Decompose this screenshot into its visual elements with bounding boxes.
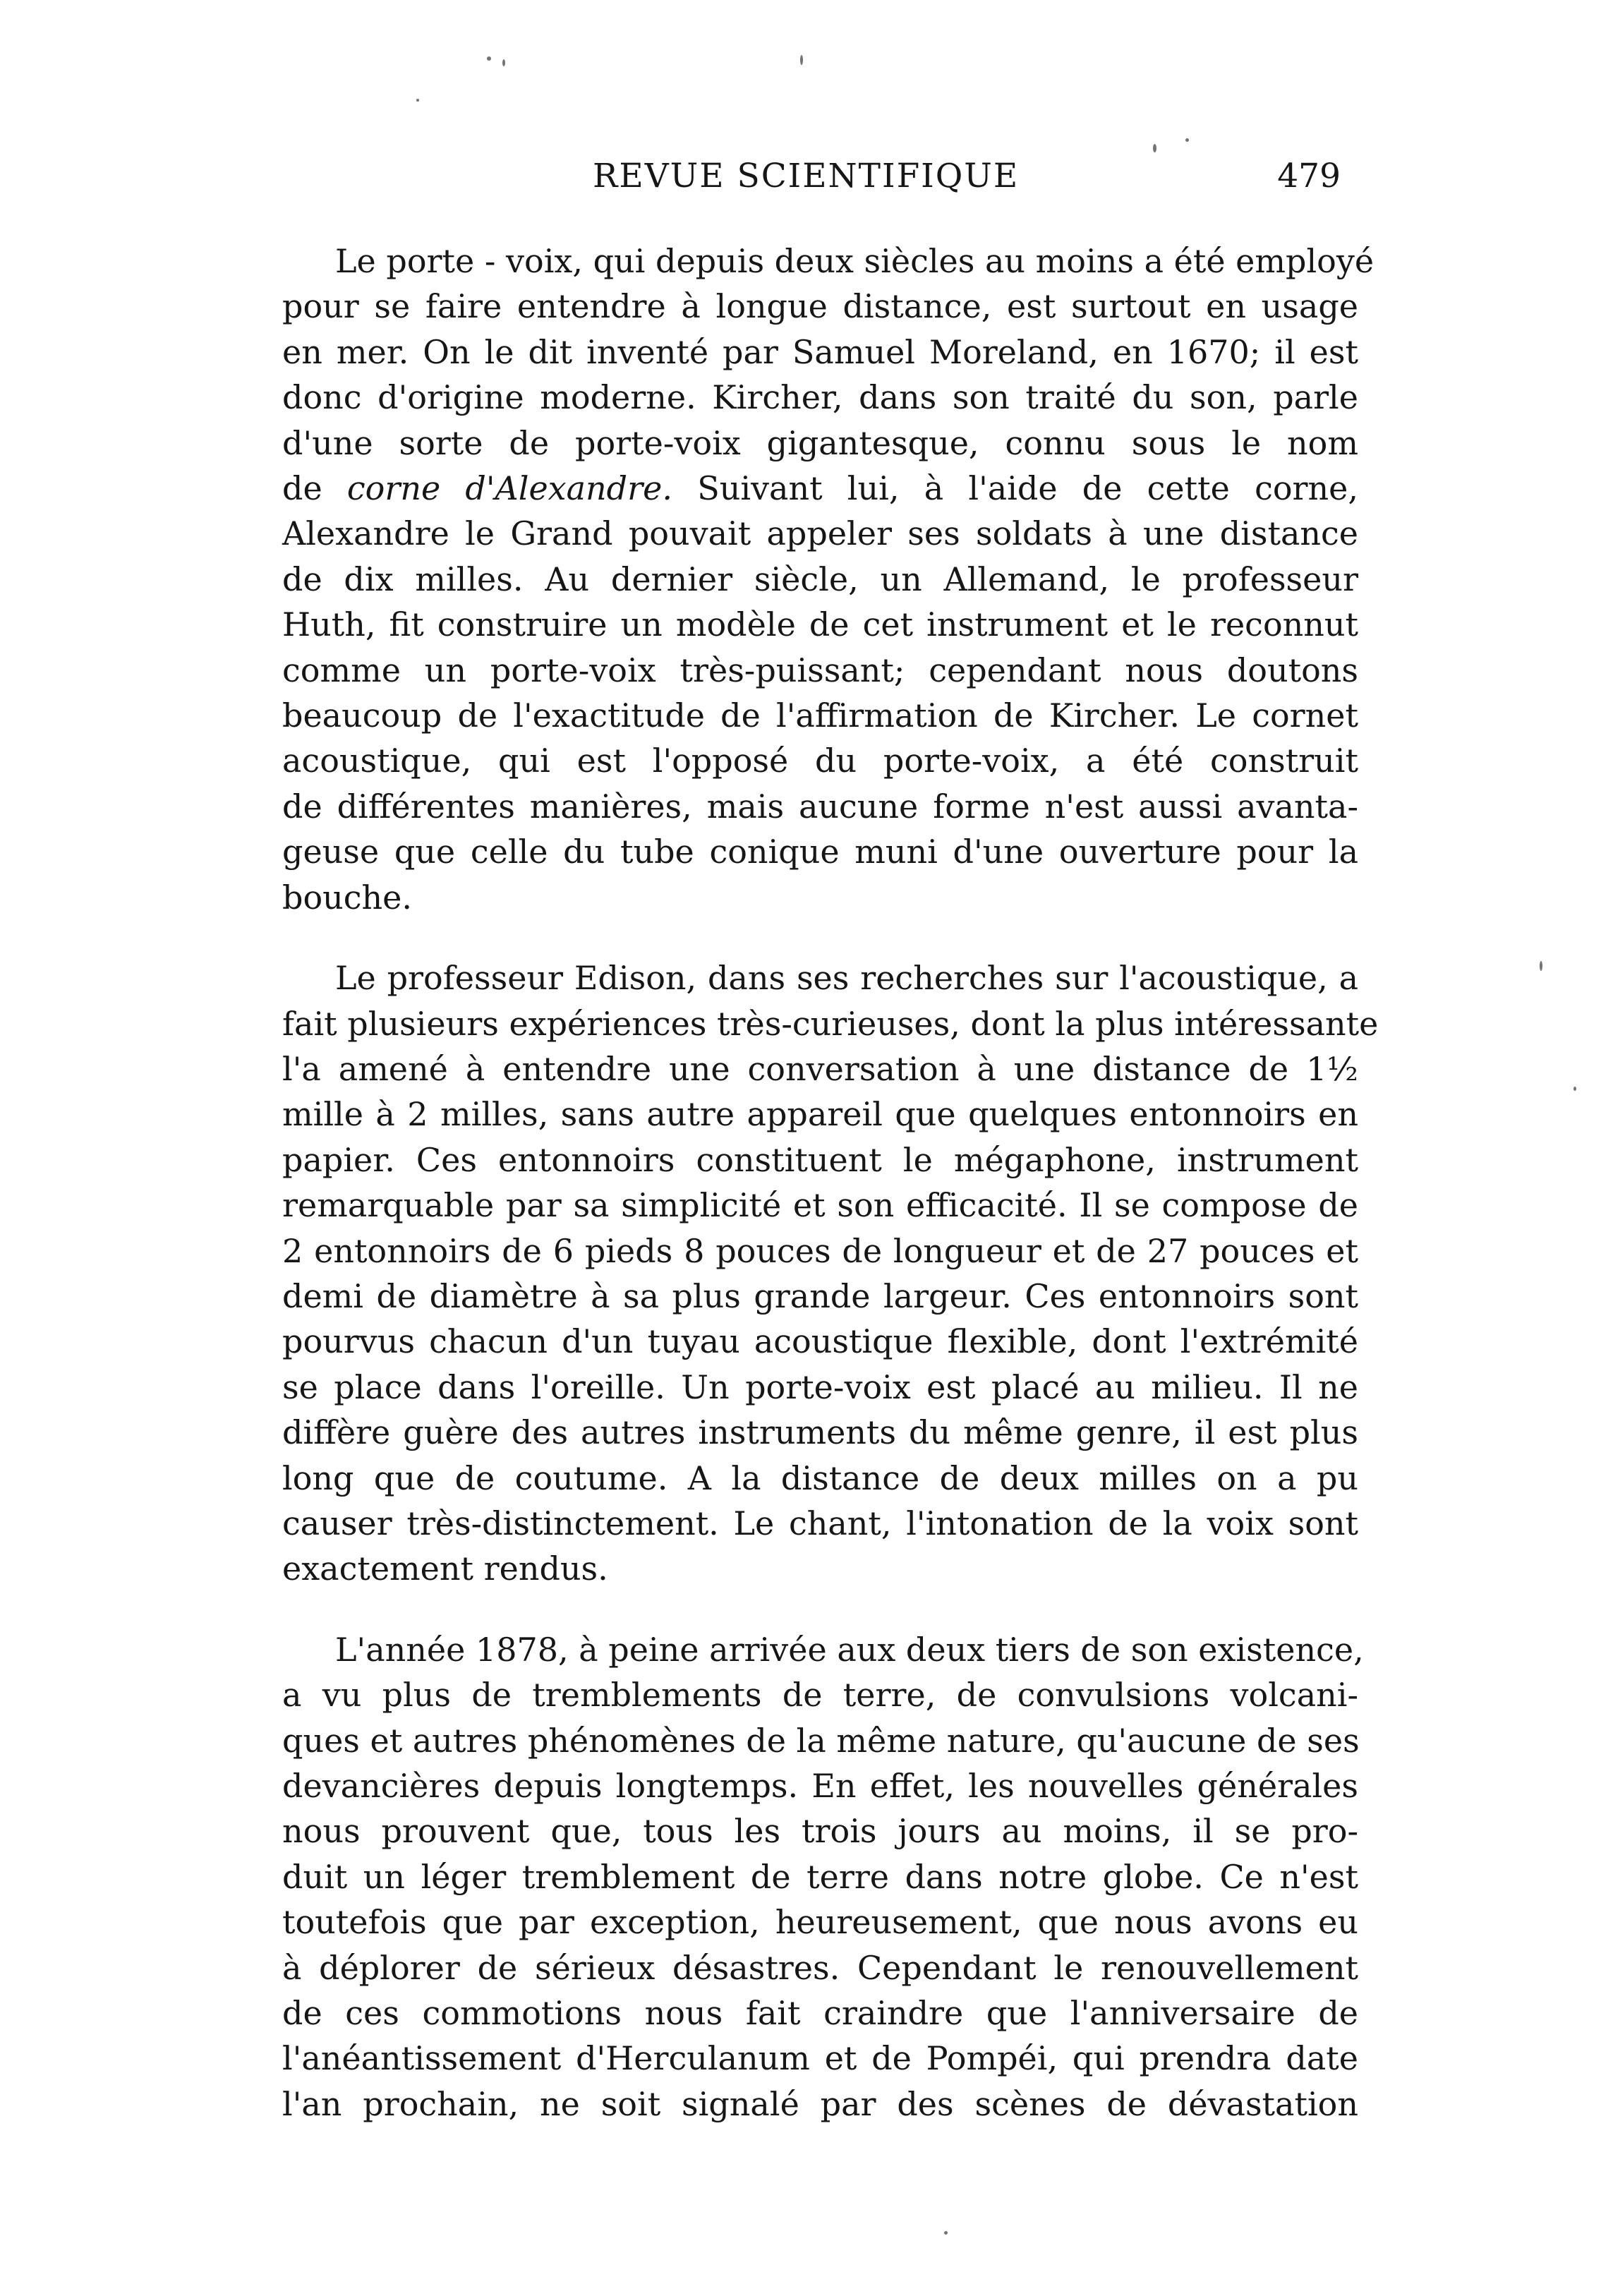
text-line: toutefois que par exception, heureusement, que nous avons eu (282, 1903, 1358, 1942)
text-line: bouche. (282, 878, 412, 917)
text-line: de dix milles. Au dernier siècle, un Allemand, le professeur (282, 560, 1358, 598)
scan-speck (800, 55, 803, 65)
text-line: exactement rendus. (282, 1549, 608, 1588)
paragraph-porte-voix (282, 238, 1375, 920)
text-line: se place dans l'oreille. Un porte-voix est placé au milieu. Il ne (282, 1367, 1358, 1406)
text-line: l'a amené à entendre une conversation à une distance de 1½ (282, 1049, 1358, 1088)
text-line: papier. Ces entonnoirs constituent le mégaphone, instrument (282, 1140, 1358, 1179)
scan-speck (416, 99, 419, 102)
scan-speck (1573, 1087, 1576, 1091)
text-line: a vu plus de tremblements de terre, de convulsions volcani- (282, 1676, 1358, 1715)
text-fragment: Suivant lui, à l'aide de cette corne, (672, 469, 1358, 508)
text-line: duit un léger tremblement de terre dans notre globe. Ce n'est (282, 1857, 1358, 1896)
scan-speck (1540, 961, 1542, 971)
text-line: fait plusieurs expériences très-curieuses, dont la plus intéressante (282, 1004, 1379, 1043)
text-line: 2 entonnoirs de 6 pieds 8 pouces de longueur et de 27 pouces et (282, 1231, 1358, 1270)
text-line: causer très-distinctement. Le chant, l'intonation de la voix sont (282, 1504, 1358, 1542)
text-line: long que de coutume. A la distance de deux milles on a pu (282, 1458, 1358, 1497)
page-header (282, 157, 1362, 206)
text-line: comme un porte-voix très-puissant; cependant nous doutons (282, 651, 1358, 689)
text-line: Huth, fit construire un modèle de cet instrument et le reconnut (282, 605, 1358, 644)
text-line: de différentes manières, mais aucune forme n'est aussi avanta- (282, 787, 1358, 826)
text-line: en mer. On le dit inventé par Samuel Moreland, en 1670; il est (282, 332, 1358, 371)
scan-speck (502, 59, 505, 66)
text-line: mille à 2 milles, sans autre appareil que quelques entonnoirs en (282, 1095, 1358, 1134)
text-line: diffère guère des autres instruments du même genre, il est plus (282, 1413, 1358, 1452)
text-line: l'an prochain, ne soit signalé par des scènes de dévastation (282, 2084, 1358, 2123)
text-line: beaucoup de l'exactitude de l'affirmation de Kircher. Le cornet (282, 696, 1358, 735)
text-line: à déplorer de sérieux désastres. Cependant le renouvellement (282, 1948, 1358, 1987)
text-line: geuse que celle du tube conique muni d'une ouverture pour la (282, 833, 1358, 871)
page-number: 479 (1277, 157, 1341, 195)
text-fragment: de (282, 469, 322, 508)
text-line: de ces commotions nous fait craindre que l'anniversaire de (282, 1994, 1358, 2033)
article-body (282, 238, 1379, 2127)
text-line: Le porte - voix, qui depuis deux siècles au moins a été employé (335, 242, 1375, 280)
text-line: nous prouvent que, tous les trois jours au moins, il se pro- (282, 1812, 1358, 1851)
text-line: pour se faire entendre à longue distance, est surtout en usage (282, 287, 1358, 326)
text-line: L'année 1878, à peine arrivée aux deux tiers de son existence, (335, 1630, 1364, 1669)
running-title: REVUE SCIENTIFIQUE (593, 157, 1020, 195)
scan-speck (487, 56, 491, 61)
text-line: d'une sorte de porte-voix gigantesque, connu sous le nom (282, 423, 1358, 462)
text-line: devancières depuis longtemps. En effet, les nouvelles générales (282, 1767, 1358, 1805)
text-line: pourvus chacun d'un tuyau acoustique flexible, dont l'extrémité (282, 1322, 1358, 1361)
text-line-with-italic (282, 466, 1358, 511)
paragraph-edison (282, 955, 1379, 1592)
paragraph-tremblements (282, 1627, 1364, 2127)
text-line: Le professeur Edison, dans ses recherches sur l'acoustique, a (335, 959, 1358, 998)
scan-speck (1185, 138, 1189, 142)
text-line: l'anéantissement d'Herculanum et de Pompéi, qui prendra date (282, 2039, 1358, 2078)
text-line: ques et autres phénomènes de la même nature, qu'aucune de ses (282, 1721, 1360, 1760)
text-line: acoustique, qui est l'opposé du porte-voix, a été construit (282, 742, 1358, 780)
text-line: donc d'origine moderne. Kircher, dans son traité du son, parle (282, 378, 1358, 417)
text-line: demi de diamètre à sa plus grande largeur. Ces entonnoirs sont (282, 1276, 1358, 1315)
scan-speck (1153, 144, 1156, 152)
text-line: Alexandre le Grand pouvait appeler ses soldats à une distance (282, 514, 1358, 553)
italic-phrase: corne d'Alexandre. (346, 469, 672, 508)
text-line: remarquable par sa simplicité et son efficacité. Il se compose de (282, 1186, 1358, 1225)
scan-speck (944, 2231, 948, 2235)
